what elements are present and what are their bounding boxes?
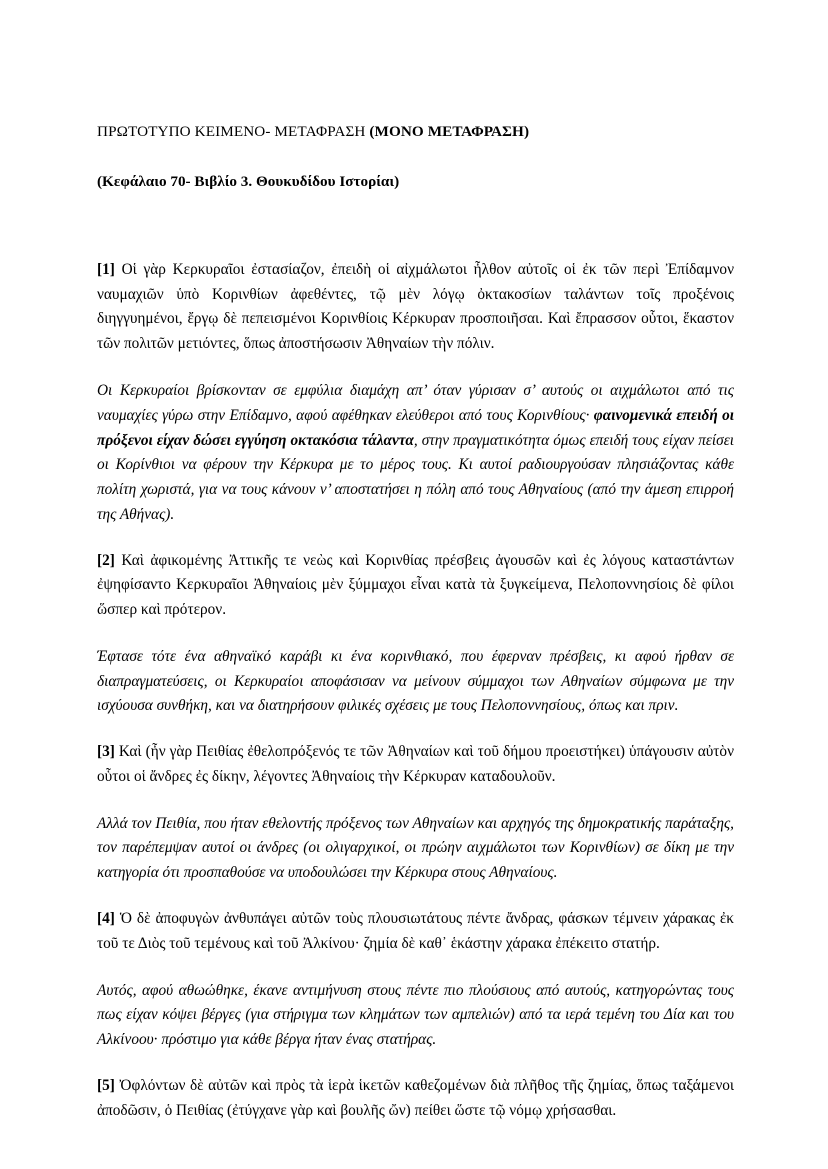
spacer-2a: [97, 623, 734, 645]
page-title: [97, 122, 734, 141]
spacer-4a: [97, 957, 734, 979]
spacer-3b: [97, 886, 734, 907]
paragraph-translation-1: [97, 379, 734, 528]
paragraph-original-5: [97, 1074, 734, 1124]
paragraph-translation-3: Αλλά τον Πειθία, που ήταν εθελοντής πρόξενος των Αθηναίων και αρχηγός της δημοκρατικής παράταξης, τον παρέπεμψαν αυτοί οι άνδρες (οι ολιγαρχικοί, οι πρώην αιχμάλωτοι των Κορινθίων) σε δίκη με την κατηγορία ότι προσπαθούσε να υποδουλώσει την Κέρκυρα στους Αθηναίους.: [97, 814, 734, 882]
paragraph-original-text-4: Ὁ δὲ ἀποφυγὼν ἀνθυπάγει αὐτῶν τοὺς πλουσιωτάτους πέντε ἄνδρας, φάσκων τέμνειν χάρακας ἐκ τοῦ τε Διὸς τοῦ τεμένους καὶ τοῦ Ἀλκίνου· ζημία δὲ καθ᾽ ἑκάστην χάρακα ἐπέκειτο στατήρ.: [97, 909, 734, 952]
paragraph-marker-1: [1]: [97, 260, 115, 278]
page-title-bold: (ΜΟΝΟ ΜΕΤΑΦΡΑΣΗ): [369, 123, 530, 140]
spacer-after-subtitle: [97, 192, 734, 258]
page-title-plain: ΠΡΩΤΟΤΥΠΟ ΚΕΙΜΕΝΟ- ΜΕΤΑΦΡΑΣΗ: [97, 123, 370, 140]
paragraph-marker-4: [4]: [97, 909, 115, 927]
paragraph-original-text-1: Οἱ γὰρ Κερκυραῖοι ἐστασίαζον, ἐπειδὴ οἱ αἰχμάλωτοι ἦλθον αὐτοῖς οἱ ἐκ τῶν περὶ Ἐπίδαμνον ναυμαχιῶν ὑπὸ Κορινθίων ἀφεθέντες, τῷ μὲν λόγῳ ὀκτακοσίων ταλάντων τοῖς προξένοις διηγγυημένοι, ἔργῳ δὲ πεπεισμένοι Κορινθίοις Κέρκυραν προσποιῆσαι. Καὶ ἔπρασσον οὗτοι, ἕκαστον τῶν πολιτῶν μετιόντες, ὅπως ἀποστήσωσιν Ἀθηναίων τὴν πόλιν.: [97, 260, 734, 353]
translation-text-before-1: Οι Κερκυραίοι βρίσκονταν σε εμφύλια διαμάχη απ’ όταν γύρισαν σ’ αυτούς οι αιχμάλωτοι από τις ναυμαχίες γύρω στην Επίδαμνο, αφού αφέθηκαν ελεύθεροι από τους Κορινθίους·: [97, 381, 734, 424]
paragraph-translation-2: Έφτασε τότε ένα αθηναϊκό καράβι κι ένα κορινθιακό, που έφερναν πρέσβεις, κι αφού ήρθαν σε διαπραγματεύσεις, οι Κερκυραίοι αποφάσισαν να μείνουν σύμμαχοι των Αθηναίων σύμφωνα με την ισχύουσα συνθήκη, και να διατηρήσουν φιλικές σχέσεις με τους Πελοποννησίους, όπως και πριν.: [97, 647, 734, 715]
spacer-3a: [97, 790, 734, 812]
paragraph-marker-5: [5]: [97, 1076, 115, 1094]
paragraph-original-text-5: Ὀφλόντων δὲ αὐτῶν καὶ πρὸς τὰ ἱερὰ ἱκετῶν καθεζομένων διὰ πλῆθος τῆς ζημίας, ὅπως ταξάμενοι ἀποδῶσιν, ὁ Πειθίας (ἐτύγχανε γὰρ καὶ βουλῆς ὤν) πείθει ὥστε τῷ νόμῳ χρήσασθαι.: [97, 1076, 734, 1119]
paragraph-translation-4: Αυτός, αφού αθωώθηκε, έκανε αντιμήνυση στους πέντε πιο πλούσιους από αυτούς, κατηγορώντας τους πως είχαν κόψει βέργες (για στήριγμα των κλημάτων των αμπελιών) από τα ιερά τεμένη του Δία και του Αλκίνοου· πρόστιμο για κάθε βέργα ήταν ένας στατήρας.: [97, 981, 734, 1049]
spacer-2b: [97, 719, 734, 740]
spacer-1b: [97, 528, 734, 549]
paragraph-original-3: [97, 740, 734, 790]
paragraph-original-2: [97, 549, 734, 623]
paragraph-original-text-3: Καὶ (ἦν γὰρ Πειθίας ἐθελοπρόξενός τε τῶν Ἀθηναίων καὶ τοῦ δήμου προειστήκει) ὑπάγουσιν αὐτὸν οὗτοι οἱ ἄνδρες ἐς δίκην, λέγοντες Ἀθηναίοις τὴν Κέρκυραν καταδουλοῦν.: [97, 743, 734, 785]
paragraph-original-text-2: Καὶ ἀφικομένης Ἀττικῆς τε νεὼς καὶ Κορινθίας πρέσβεις ἀγουσῶν καὶ ἐς λόγους καταστάντων ἐψηφίσαντο Κερκυραῖοι Ἀθηναίοις μὲν ξύμμαχοι εἶναι κατὰ τὰ ξυγκείμενα, Πελοποννησίοις δὲ φίλοι ὥσπερ καὶ πρότερον.: [97, 551, 734, 619]
paragraph-original-1: [97, 258, 734, 357]
document-body: [97, 122, 734, 1123]
paragraph-marker-2: [2]: [97, 551, 115, 569]
translation-text-after-1: , στην πραγματικότητα όμως επειδή τους είχαν πείσει οι Κορίνθιοι να φέρουν την Κέρκυρα με το μέρος τους. Κι αυτοί ραδιουργούσαν πλησιάζοντας κάθε πολίτη χωριστά, για να τους κάνουν ν’ αποστατήσει η πόλη από τους Αθηναίους (από την άμεση επιρροή της Αθήνας).: [97, 431, 734, 523]
paragraph-original-4: [97, 907, 734, 957]
translation-emphasis-1: φαινομενικά επειδή οι πρόξενοι είχαν δώσει εγγύηση οκτακόσια τάλαντα: [97, 406, 734, 449]
spacer-1a: [97, 357, 734, 379]
spacer-4b: [97, 1053, 734, 1074]
page-subtitle: (Κεφάλαιο 70- Βιβλίο 3. Θουκυδίδου Ιστορίαι): [97, 173, 400, 191]
paragraph-marker-3: [3]: [97, 743, 115, 761]
